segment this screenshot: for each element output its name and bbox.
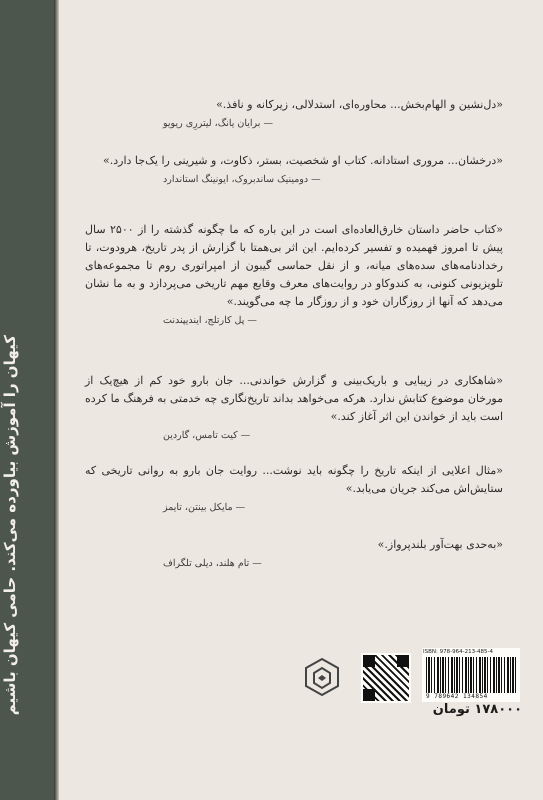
quote-block-1 (85, 96, 503, 129)
quote-block-6 (85, 536, 503, 569)
quote-block-5 (85, 462, 503, 513)
quote-attribution: — مایکل بینتن، تایمز (163, 502, 246, 513)
isbn-barcode (422, 648, 520, 702)
quote-text: «به‌حدی بهت‌آور بلندپرواز.» (377, 538, 503, 551)
quote-block-2 (85, 152, 503, 185)
quote-text: «مثال اعلایی از اینکه تاریخ را چگونه باید نوشت... روایت جان بارو به روانی تاریخی که ستایش‌اش می‌کند جریان می‌یابد.» (85, 464, 503, 495)
quote-text: «درخشان... مروری استادانه. کتاب او شخصیت، بستر، ذکاوت، و شیرینی را یک‌جا دارد.» (103, 154, 503, 167)
publisher-logo-icon (300, 655, 344, 699)
barcode-number: 9 789642 134854 (426, 693, 488, 700)
quote-block-3 (85, 221, 503, 326)
quote-attribution: — پل کارتلج، ایندیپندنت (163, 315, 257, 326)
spine-title: کیهان را آموزش بیاورده می‌کند. حامی کیهان باشیم (1, 335, 19, 716)
quote-attribution: — برایان یانگ، لیتررِی ریویو (163, 118, 273, 129)
quote-block-4 (85, 372, 503, 441)
quote-text: «شاهکاری در زیبایی و باریک‌بینی و گزارش خواندنی... جان بارو خود کم از هیچ‌یک از مورخان موضوع کتابش ندارد. هرکه می‌خواهد بداند تاریخ‌نگاری چه خدمتی به فرهنگ ما کرده است باید از خواندن این اثر آغاز کند.» (85, 374, 503, 423)
quote-attribution: — دومینیک ساندبروک، ایونینگ استاندارد (163, 174, 321, 185)
quote-attribution: — کیت تامس، گاردین (163, 430, 251, 441)
price-label: ۱۷۸۰۰۰ تومان (432, 702, 522, 717)
barcode-icon (426, 657, 516, 693)
isbn-text: ISBN: 978-964-213-485-4 (423, 649, 494, 655)
quote-attribution: — تام هلند، دیلی تلگراف (163, 558, 262, 569)
quote-text: «کتاب حاضر داستان خارق‌العاده‌ای است در این باره که ما چگونه گذشته را از ۲۵۰۰ سال پیش تا امروز فهمیده و تفسیر کرده‌ایم. این اثر بی‌همتا با گزارش از پدر تاریخ، هرودوت، تا رخدادنامه‌های سده‌های میانه، و از نقل حماسی گیبون از امپراتوری روم تا مجموعه‌های تلویزیونی کنونی، به کندوکاو در روایت‌های معرف وقایع مهم تاریخی می‌پردازد و به ما نشان می‌دهد که آنها از روزگاران خود و از روزگار ما چه می‌گویند.» (85, 223, 503, 308)
qr-code-icon (361, 653, 411, 703)
quote-text: «دل‌نشین و الهام‌بخش... محاوره‌ای، استدلالی، زیرکانه و نافذ.» (216, 98, 503, 111)
